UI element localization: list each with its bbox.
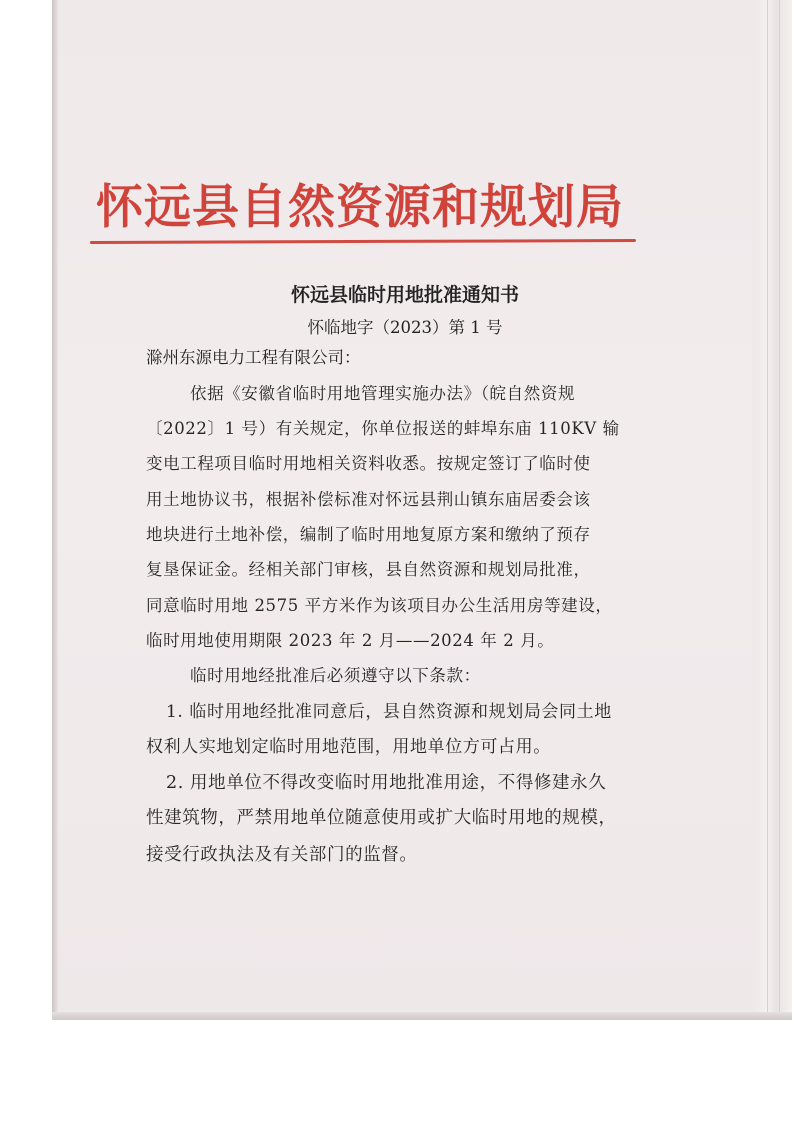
body-line: 依据《安徽省临时用地管理实施办法》（皖自然资规	[190, 384, 576, 403]
agency-letterhead-title: 怀远县自然资源和规划局	[96, 180, 624, 235]
clause-2-line: 2. 用地单位不得改变临时用地批准用途，不得修建永久	[166, 773, 607, 793]
body-line: 临时用地使用期限 2023 年 2 月——2024 年 2 月。	[146, 631, 555, 650]
recipient-line: 滁州东源电力工程有限公司：	[146, 348, 361, 367]
paper-stack-edge-right	[752, 0, 792, 1020]
paper-edge-left	[52, 0, 58, 1020]
body-line: 用土地协议书，根据补偿标准对怀远县荆山镇东庙居委会该	[146, 490, 591, 509]
photo-bottom-shadow	[52, 1012, 792, 1020]
document-number: 怀临地字（2023）第 1 号	[307, 318, 503, 337]
body-line: 地块进行土地补偿，编制了临时用地复原方案和缴纳了预存	[146, 525, 591, 544]
body-line: 变电工程项目临时用地相关资料收悉。按规定签订了临时使	[146, 454, 591, 473]
paper-stack-line	[767, 0, 768, 1020]
clause-1-line: 1. 临时用地经批准同意后，县自然资源和规划局会同土地	[166, 702, 612, 722]
paper-stack-line	[779, 0, 780, 1020]
clause-2-line: 性建筑物，严禁用地单位随意使用或扩大临时用地的规模，	[146, 808, 617, 828]
body-line: 〔2022〕1 号）有关规定，你单位报送的蚌埠东庙 110KV 输	[146, 419, 620, 438]
body-line: 复垦保证金。经相关部门审核，县自然资源和规划局批准，	[146, 560, 591, 579]
body-line: 同意临时用地 2575 平方米作为该项目办公生活用房等建设，	[146, 596, 613, 615]
clause-1-line: 权利人实地划定临时用地范围，用地单位方可占用。	[146, 737, 551, 757]
clauses-intro: 临时用地经批准后必须遵守以下条款：	[190, 666, 481, 685]
notice-title: 怀远县临时用地批准通知书	[290, 284, 519, 306]
clause-2-line: 接受行政执法及有关部门的监督。	[146, 845, 418, 865]
